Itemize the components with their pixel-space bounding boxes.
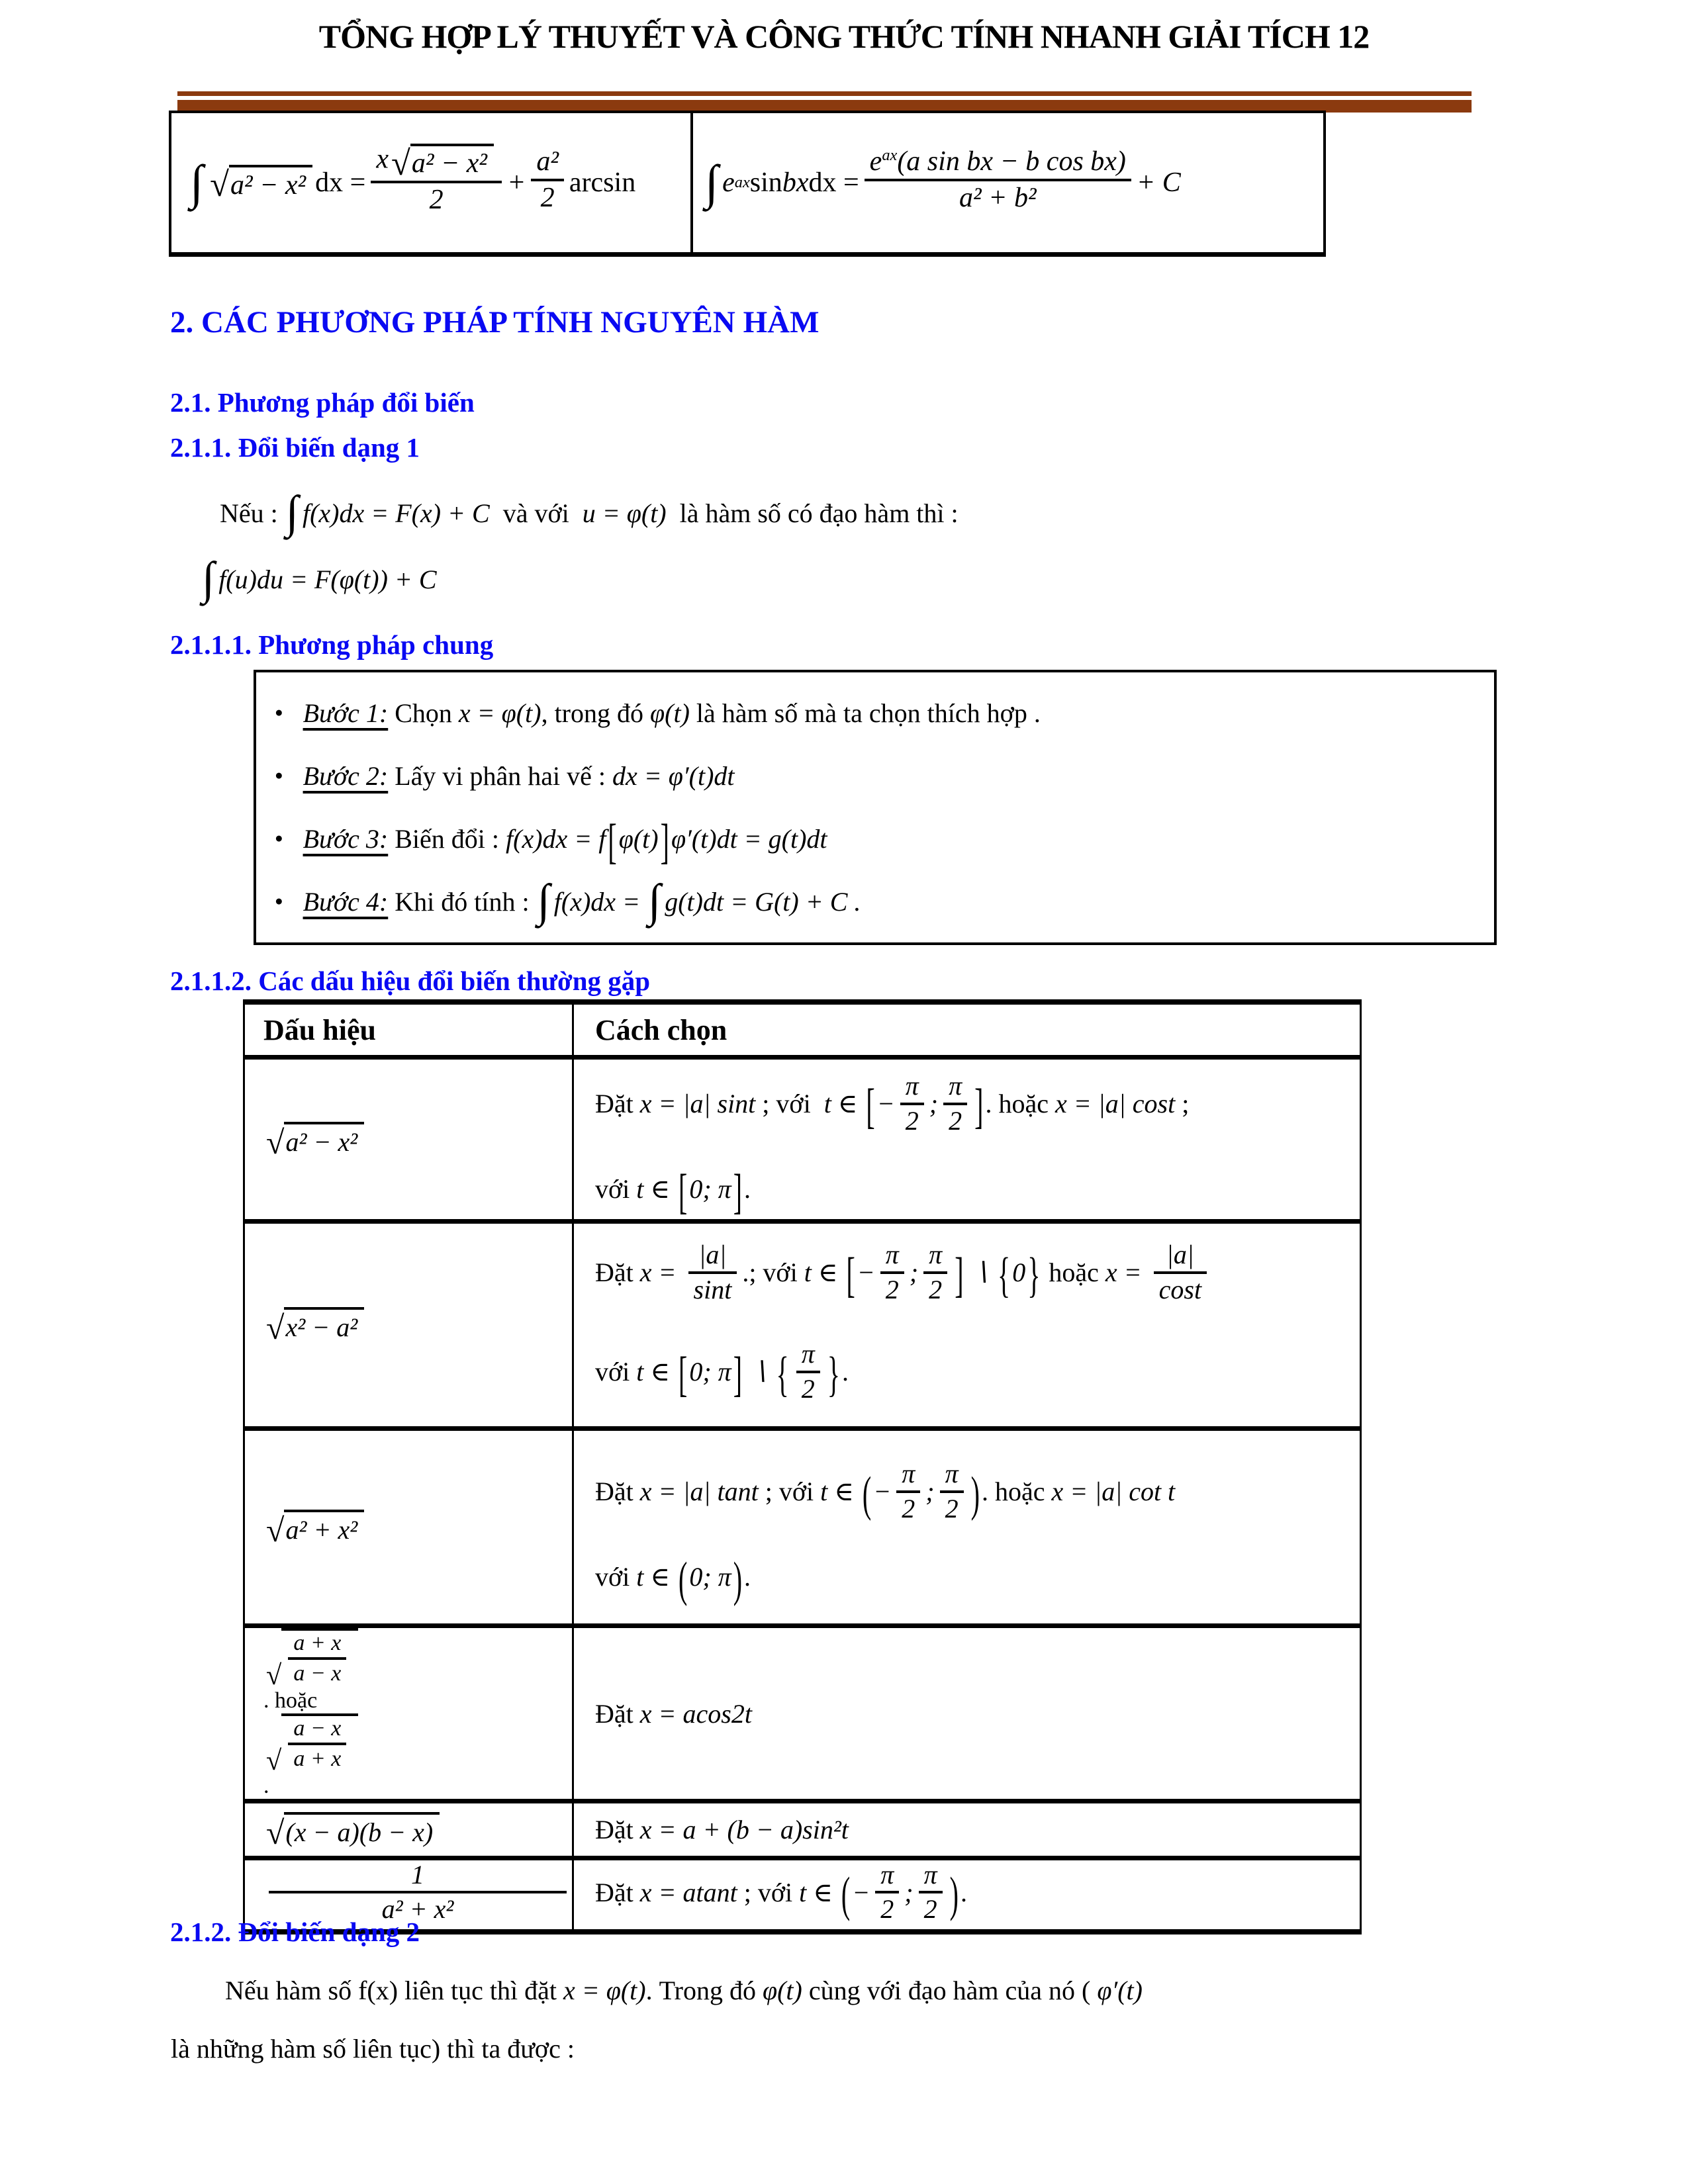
numerator: π	[943, 1071, 967, 1105]
math-expression: x = atant	[639, 1877, 737, 1907]
choice-line-1	[595, 1459, 1360, 1527]
numerator: π	[796, 1340, 820, 1373]
choice-line-1	[595, 1698, 1360, 1729]
radicand: a² − x²	[284, 1122, 364, 1158]
fraction	[288, 1716, 346, 1772]
choice-cell	[574, 1860, 1360, 1929]
section-heading-2-1-1-2: 2.1.1.2. Các dấu hiệu đổi biến thường gặp	[170, 966, 651, 996]
numerator: a + x	[288, 1631, 346, 1660]
table-row-sqrt-ratio	[245, 1628, 1360, 1803]
big-bracket: {	[776, 1346, 789, 1402]
math-text: . hoặc	[263, 1688, 323, 1713]
math-text: Đặt	[595, 1698, 640, 1729]
math-expression: 0	[1012, 1257, 1026, 1288]
fraction	[900, 1071, 924, 1136]
math-text: Lấy vi phân hai vế :	[388, 761, 613, 791]
denominator: a + x	[293, 1746, 342, 1771]
math-expression: x = acos2t	[639, 1698, 752, 1729]
radical	[266, 1122, 569, 1161]
method-step-1	[267, 698, 1482, 729]
big-bracket: {	[997, 1247, 1011, 1302]
math-expression: ∖	[744, 1356, 774, 1387]
math-text: Đặt	[595, 1089, 640, 1119]
math-text: Khi đó tính :	[388, 887, 536, 917]
numerator	[371, 144, 502, 183]
step-4-label: ● Bước 4:	[303, 887, 389, 917]
radical	[266, 1713, 569, 1774]
section-heading-2-1-1: 2.1.1. Đổi biến dạng 1	[170, 432, 420, 463]
math-expression: f(x)dx =	[553, 887, 647, 917]
math-expression: −	[873, 1477, 892, 1507]
math-text: dx =	[315, 167, 366, 198]
choice-line-2	[595, 1339, 1360, 1407]
math-text: .	[960, 1877, 967, 1907]
section-heading-2-1: 2.1. Phương pháp đổi biến	[170, 387, 475, 418]
denominator: 2	[929, 1275, 943, 1305]
column-header-choice: Cách chọn	[595, 1013, 727, 1046]
radical	[266, 1307, 569, 1346]
big-bracket: ]	[974, 1078, 984, 1134]
denominator: 2	[923, 1894, 937, 1925]
radical-icon: √	[266, 1309, 285, 1346]
math-expression: 0; π	[689, 1173, 731, 1204]
denominator: 2	[801, 1373, 815, 1404]
numerator: a − x	[288, 1716, 346, 1745]
math-text: cùng với đạo hàm của nó (	[802, 1976, 1098, 2005]
math-expression: ;	[909, 1257, 919, 1288]
math-text: và với	[489, 498, 583, 528]
fraction	[923, 1240, 947, 1305]
math-expression: f(u)du = F(φ(t)) + C	[218, 565, 437, 594]
math-expression: x = |a| cost	[1055, 1089, 1176, 1119]
fraction	[880, 1240, 904, 1305]
math-text: Chọn	[388, 698, 459, 728]
big-bracket: [	[866, 1078, 875, 1134]
denominator: a² + x²	[381, 1894, 454, 1925]
denominator: 2	[880, 1894, 894, 1925]
big-bracket: ]	[660, 813, 669, 869]
math-text: .; với	[742, 1257, 804, 1288]
math-text: . Trong đó	[645, 1976, 763, 2005]
math-expression: x = |a| sint	[639, 1089, 756, 1119]
numerator: π	[900, 1071, 924, 1105]
math-expression: t ∈	[799, 1877, 839, 1907]
sign-cell	[245, 1224, 574, 1426]
big-bracket: )	[970, 1466, 980, 1522]
math-expression: t ∈	[804, 1257, 845, 1288]
radicand: a² − x²	[410, 144, 494, 179]
choice-line-1	[595, 1814, 1360, 1845]
math-expression: φ′(t)	[1097, 1976, 1143, 2005]
math-text: Nếu :	[220, 498, 285, 528]
method-step-2	[267, 760, 1482, 792]
math-text: , trong đó	[541, 698, 650, 728]
math-expression: −	[857, 1257, 875, 1288]
math-expression: ;	[925, 1477, 935, 1507]
numerator	[865, 146, 1131, 181]
math-expression: ;	[929, 1089, 939, 1119]
choice-cell	[574, 1628, 1360, 1799]
fraction	[875, 1860, 899, 1925]
column-header-sign: Dấu hiệu	[245, 1005, 574, 1055]
big-bracket: [	[608, 813, 617, 869]
math-expression: t ∈	[636, 1561, 677, 1592]
radical-icon: √	[266, 1813, 285, 1851]
math-text: .	[841, 1356, 849, 1387]
superscript: ax	[882, 146, 898, 164]
math-text: hoặc	[1042, 1257, 1105, 1288]
fraction	[531, 146, 564, 214]
fraction	[919, 1860, 943, 1925]
big-bracket: ]	[733, 1163, 743, 1219]
math-text: Đặt	[595, 1877, 640, 1907]
radical	[210, 165, 312, 204]
math-expression: dx = φ′(t)dt	[612, 761, 735, 791]
radicand	[281, 1713, 358, 1774]
radical	[391, 144, 494, 183]
choice-cell	[574, 1060, 1360, 1219]
math-expression: + C	[1136, 167, 1181, 198]
math-text: Nếu hàm số f(x) liên tục thì đặt	[225, 1976, 563, 2005]
math-text: là hàm số mà ta chọn thích hợp .	[689, 698, 1041, 728]
table-row-sqrt-a2-minus-x2	[245, 1060, 1360, 1224]
integral-icon: ∫	[202, 553, 215, 605]
denominator: 2	[429, 185, 444, 216]
numerator: π	[940, 1459, 964, 1493]
denominator: sint	[693, 1275, 732, 1305]
method-step-4	[267, 876, 1482, 927]
denominator: a − x	[293, 1661, 342, 1686]
math-text: .	[744, 1561, 751, 1592]
step-3-label: ● Bước 3:	[303, 824, 389, 854]
denominator: a² + b²	[959, 182, 1037, 213]
table-header-row	[245, 1005, 1360, 1060]
intro-condition-line	[220, 487, 959, 539]
radicand: a² + x²	[284, 1510, 364, 1545]
radical-icon: √	[266, 1123, 285, 1161]
math-expression: e	[722, 167, 735, 198]
math-expression: φ(t)	[618, 824, 659, 854]
radicand: a² − x²	[229, 165, 312, 201]
sign-cell	[245, 1431, 574, 1623]
choice-cell	[574, 1431, 1360, 1623]
numerator: π	[919, 1860, 943, 1894]
fraction	[796, 1340, 820, 1404]
fraction	[865, 146, 1131, 214]
sign-cell	[245, 1628, 574, 1799]
choice-line-1	[595, 1071, 1360, 1139]
radical	[266, 1510, 569, 1549]
big-bracket: }	[827, 1346, 840, 1402]
method-step-3	[267, 813, 1482, 869]
big-bracket: )	[949, 1866, 959, 1923]
math-expression: u = φ(t)	[582, 498, 667, 528]
math-expression: ;	[904, 1877, 914, 1907]
radical	[266, 1628, 569, 1691]
denominator: 2	[885, 1275, 899, 1305]
math-expression: t ∈	[636, 1356, 677, 1387]
math-text: với	[595, 1561, 637, 1592]
denominator: 2	[902, 1494, 915, 1524]
denominator: 2	[949, 1106, 962, 1136]
substitution-signs-table	[243, 999, 1362, 1934]
section-heading-2-1-2: 2.1.2. Đổi biến dạng 2	[170, 1917, 420, 1947]
table-row-sqrt-a2-plus-x2	[245, 1431, 1360, 1628]
math-expression: f(x)dx = f	[506, 824, 606, 854]
math-expression: +	[506, 167, 526, 198]
radical-icon: √	[266, 1511, 285, 1549]
choice-line-1	[595, 1859, 1360, 1928]
math-expression: t ∈	[823, 1089, 865, 1119]
math-expression: x =	[639, 1257, 683, 1288]
radical	[266, 1812, 569, 1851]
choice-line-1	[595, 1240, 1360, 1308]
radical-icon: √	[266, 1745, 282, 1776]
choice-line-2	[595, 1551, 1360, 1607]
math-text: ; với	[758, 1477, 821, 1507]
choice-line-2	[595, 1163, 1360, 1219]
closing-paragraph-line-2	[171, 2033, 575, 2064]
fraction	[269, 1860, 567, 1925]
math-expression: x = a + (b − a)sin²t	[639, 1815, 849, 1845]
formula-integral-sqrt: ∫ √ a² − x² dx = x √ a² − x² 2 + $\frac{\text{a²}}{2}$ arcsin	[171, 113, 693, 252]
section-heading-2-1-1-1: 2.1.1.1. Phương pháp chung	[170, 629, 494, 660]
fraction	[288, 1631, 346, 1686]
step-1-label: ● Bước 1:	[303, 698, 389, 728]
math-text: với	[595, 1173, 637, 1204]
math-text: ;	[1175, 1089, 1190, 1119]
math-expression: x = |a| cot t	[1051, 1477, 1176, 1507]
closing-paragraph-line-1	[225, 1975, 1143, 2006]
fraction	[896, 1459, 920, 1524]
radical-icon: √	[266, 1659, 282, 1691]
choice-cell	[574, 1803, 1360, 1856]
integral-icon: ∫	[648, 876, 661, 927]
math-text: arcsin	[569, 167, 636, 198]
step-3-text	[388, 813, 827, 869]
numerator: π	[923, 1240, 947, 1274]
numerator: |a|	[688, 1240, 737, 1274]
integral-icon: ∫	[537, 876, 550, 927]
step-4-text	[388, 876, 861, 927]
table-row-sqrt-product	[245, 1803, 1360, 1860]
math-text: sin	[749, 167, 782, 198]
denominator: 2	[945, 1494, 959, 1524]
math-expression: −	[852, 1877, 870, 1907]
big-bracket: [	[846, 1247, 855, 1302]
fraction	[688, 1240, 737, 1305]
math-expression: x = |a| tant	[639, 1477, 759, 1507]
denominator: 2	[905, 1106, 919, 1136]
numerator: |a|	[1154, 1240, 1207, 1274]
radicand	[281, 1628, 358, 1688]
math-text: .	[744, 1173, 751, 1204]
numerator: a²	[531, 146, 564, 181]
math-text: .	[263, 1774, 269, 1799]
math-expression: x	[376, 144, 389, 175]
math-text: ; với	[755, 1089, 824, 1119]
math-expression: x = φ(t)	[458, 698, 541, 728]
math-text: là hàm số có đạo hàm thì :	[666, 498, 959, 528]
big-bracket: [	[679, 1163, 688, 1219]
math-text: ; với	[737, 1877, 800, 1907]
math-expression: φ(t)	[762, 1976, 802, 2005]
numerator: π	[880, 1240, 904, 1274]
fraction	[943, 1071, 967, 1136]
math-expression: φ(t)	[650, 698, 690, 728]
numerator: π	[875, 1860, 899, 1894]
math-text: với	[595, 1356, 637, 1387]
math-expression: t ∈	[636, 1173, 677, 1204]
math-expression: x = φ(t)	[563, 1976, 646, 2005]
fraction	[940, 1459, 964, 1524]
table-row-sqrt-x2-minus-a2	[245, 1224, 1360, 1431]
quick-formula-box	[169, 111, 1326, 257]
section-heading-2: 2. CÁC PHƯƠNG PHÁP TÍNH NGUYÊN HÀM	[170, 305, 820, 340]
numerator: 1	[269, 1860, 567, 1894]
method-steps-box	[254, 670, 1497, 945]
math-expression: (a sin bx − b cos bx)	[897, 146, 1126, 177]
fraction	[371, 144, 502, 216]
big-bracket: ]	[955, 1247, 964, 1302]
math-expression: 0; π	[689, 1561, 731, 1592]
math-text: Đặt	[595, 1815, 640, 1845]
math-expression: 0; π	[689, 1356, 731, 1387]
denominator: cost	[1158, 1275, 1202, 1305]
math-expression: φ′(t)dt = g(t)dt	[671, 824, 827, 854]
big-bracket: )	[733, 1551, 743, 1607]
radical-icon: √	[210, 165, 229, 204]
big-bracket: (	[862, 1466, 872, 1522]
radicand: (x − a)(b − x)	[284, 1812, 440, 1848]
sign-cell	[245, 1803, 574, 1856]
math-expression: g(t)dt = G(t) + C .	[665, 887, 861, 917]
math-expression: bx	[782, 167, 809, 198]
math-expression: t ∈	[820, 1477, 861, 1507]
math-text: Biến đổi :	[388, 824, 506, 854]
math-text: Đặt	[595, 1257, 640, 1288]
math-expression: f(x)dx = F(x) + C	[302, 498, 490, 528]
math-text: Đặt	[595, 1477, 640, 1507]
choice-cell	[574, 1224, 1360, 1426]
numerator: π	[896, 1459, 920, 1493]
step-1-text	[388, 698, 1041, 729]
math-text: là những hàm số liên tục) thì ta được :	[171, 2034, 575, 2064]
denominator: 2	[540, 182, 555, 213]
big-bracket: ]	[733, 1346, 743, 1402]
integral-icon: ∫	[285, 487, 299, 539]
math-expression: ∖	[965, 1257, 996, 1288]
big-bracket: (	[679, 1551, 688, 1607]
step-2-text	[388, 760, 734, 792]
step-2-label: ● Bước 2:	[303, 761, 389, 791]
header-rule-thin	[177, 91, 1472, 96]
sign-cell	[245, 1060, 574, 1219]
page-title: TỔNG HỢP LÝ THUYẾT VÀ CÔNG THỨC TÍNH NHANH GIẢI TÍCH 12	[318, 18, 1370, 55]
math-text: . hoặc	[985, 1089, 1056, 1119]
math-text: dx =	[808, 167, 859, 198]
fraction	[1154, 1240, 1207, 1305]
formula-integral-exp-sin: ∫ e ax sin bx dx = $\frac{e^{ax}(a \sin bx - b \cos bx)}{\text{a² + b²}}$ + C	[705, 146, 1181, 213]
radicand: x² − a²	[284, 1307, 364, 1343]
big-bracket: (	[841, 1866, 851, 1923]
big-bracket: }	[1027, 1247, 1041, 1302]
math-expression: e	[869, 146, 882, 177]
math-expression: −	[876, 1089, 895, 1119]
math-expression: x =	[1105, 1257, 1149, 1288]
radical-icon: √	[391, 144, 410, 183]
math-text: . hoặc	[981, 1477, 1052, 1507]
intro-result-formula	[201, 553, 437, 605]
big-bracket: [	[679, 1346, 688, 1402]
